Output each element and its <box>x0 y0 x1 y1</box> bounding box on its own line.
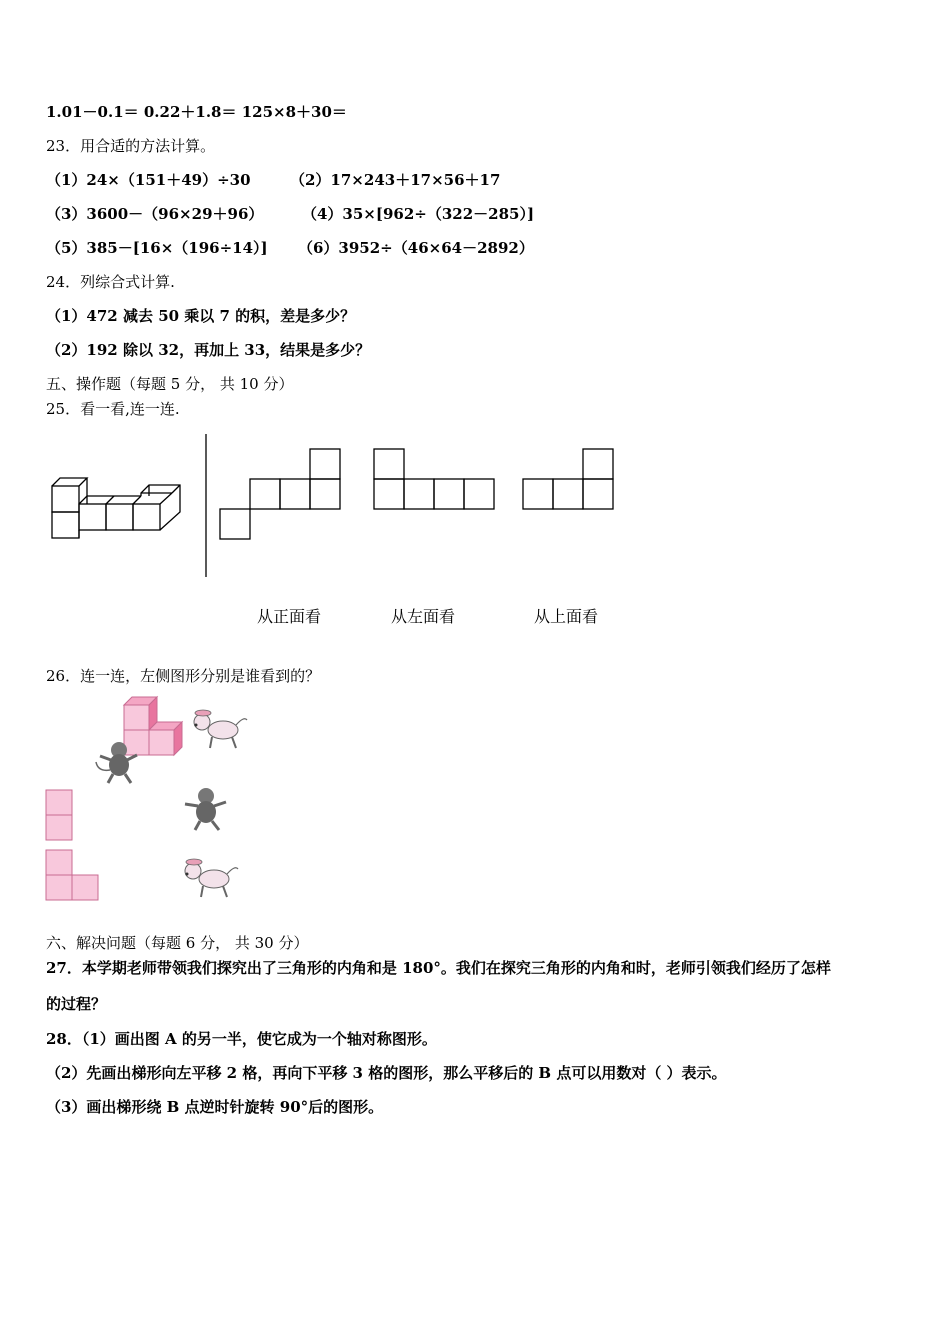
shape-l-form <box>46 850 98 900</box>
q23-item-4: （4）35×[962÷（322－285）] <box>302 205 535 223</box>
shape-two-stacked <box>46 790 72 840</box>
cube-solid-3d <box>52 478 180 538</box>
view-grid-c <box>523 449 613 509</box>
section-6-heading: 六、解决问题（每题 6 分， 共 30 分） <box>46 934 309 952</box>
monkey-icon <box>185 788 226 830</box>
caption-top-view: 从上面看 <box>534 607 599 626</box>
q23-item-6: （6）3952÷（46×64－2892） <box>298 239 534 257</box>
view-grid-a <box>220 449 340 539</box>
caption-front-view: 从正面看 <box>257 607 322 626</box>
q27-line-2: 的过程？ <box>46 995 107 1013</box>
dog-icon <box>194 710 247 748</box>
q28-item-1: 28．（1）画出图 A 的另一半，使它成为一个轴对称图形。 <box>46 1030 437 1048</box>
q24-item-1: （1）472 减去 50 乘以 7 的积，差是多少？ <box>46 307 356 325</box>
dog-icon <box>185 859 238 897</box>
q25-title: 25．看一看,连一连. <box>46 400 180 418</box>
q27-line-1: 27．本学期老师带领我们探究出了三角形的内角和是 180°。我们在探究三角形的内角和时，老师引领我们经历了怎样 <box>46 959 831 977</box>
q28-item-2: （2）先画出梯形向左平移 2 格，再向下平移 3 格的图形，那么平移后的 B 点可以用数对（ ）表示。 <box>46 1064 727 1082</box>
section-5-heading: 五、操作题（每题 5 分， 共 10 分） <box>46 375 294 393</box>
q23-item-2: （2）17×243＋17×56＋17 <box>290 171 501 189</box>
q23-title: 23．用合适的方法计算。 <box>46 137 216 155</box>
q24-title: 24．列综合式计算. <box>46 273 175 291</box>
caption-left-view: 从左面看 <box>391 607 456 626</box>
q24-item-2: （2）192 除以 32，再加上 33，结果是多少？ <box>46 341 371 359</box>
pink-cube-structure <box>124 697 182 755</box>
q28-item-3: （3）画出梯形绕 B 点逆时针旋转 90°后的图形。 <box>46 1098 384 1116</box>
q23-item-5: （5）385－[16×（196÷14）] <box>46 239 268 257</box>
view-grid-b <box>374 449 494 509</box>
q23-item-1: （1）24×（151＋49）÷30 <box>46 171 251 189</box>
monkey-icon <box>96 742 137 783</box>
q23-item-3: （3）3600－（96×29＋96） <box>46 205 264 223</box>
q26-title: 26．连一连，左侧图形分别是谁看到的？ <box>46 667 321 685</box>
q22-expressions: 1.01－0.1＝ 0.22＋1.8＝ 125×8＋30＝ <box>46 103 347 121</box>
